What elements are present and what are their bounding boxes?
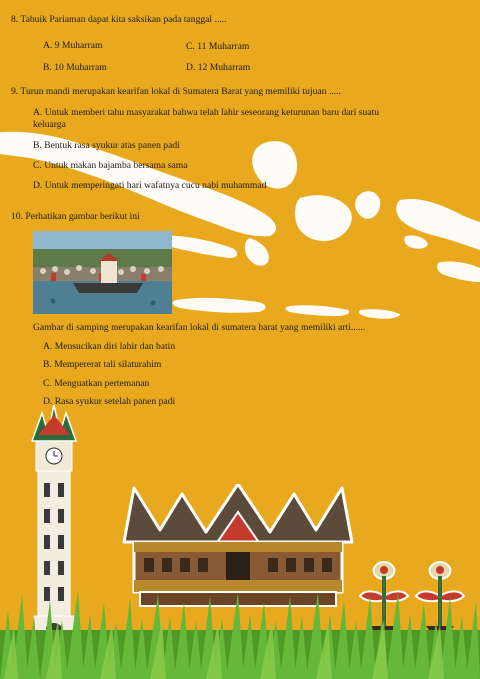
q10-option-c[interactable]: C. Menguatkan pertemanan — [43, 378, 150, 389]
q8-option-d[interactable]: D. 12 Muharram — [186, 62, 251, 73]
q10-option-b[interactable]: B. Mempererat tali silaturahim — [43, 359, 162, 370]
grass-border — [0, 590, 480, 679]
q9-option-c[interactable]: C. Untuk makan bajamba bersama sama — [33, 160, 188, 171]
q9-option-b[interactable]: B. Bentuk rasa syukur atas panen padi — [33, 140, 180, 151]
q9-option-a[interactable]: A. Untuk memberi tahu masyarakat bahwa telah lahir seseorang keturunan baru dari suatu keluarga — [33, 107, 380, 130]
river-crowd-illustration — [33, 231, 172, 314]
q9-option-d[interactable]: D. Untuk memperingati hari wafatnya cucu nabi muhammad — [33, 180, 267, 191]
question-8-text: 8. Tabuik Pariaman dapat kita saksikan pada tanggal ..... — [11, 14, 227, 25]
question-10-text: 10. Perhatikan gambar berikut ini — [11, 211, 140, 222]
q8-option-b[interactable]: B. 10 Muharram — [43, 62, 107, 73]
q10-option-a[interactable]: A. Mensucikan diri lahir dan batin — [43, 341, 176, 352]
question-9-text: 9. Turun mandi merupakan kearifan lokal di Sumatera Barat yang memiliki tujuan ..... — [11, 86, 341, 97]
q8-option-c[interactable]: C. 11 Muharram — [186, 41, 250, 52]
q10-option-d[interactable]: D. Rasa syukur setelah panen padi — [43, 396, 176, 407]
question-10-prompt: Gambar di samping merupakan kearifan lokal di sumatera barat yang memiliki arti...... — [33, 322, 366, 333]
turun-mandi-photo — [33, 231, 172, 314]
q8-option-a[interactable]: A. 9 Muharram — [43, 40, 103, 51]
